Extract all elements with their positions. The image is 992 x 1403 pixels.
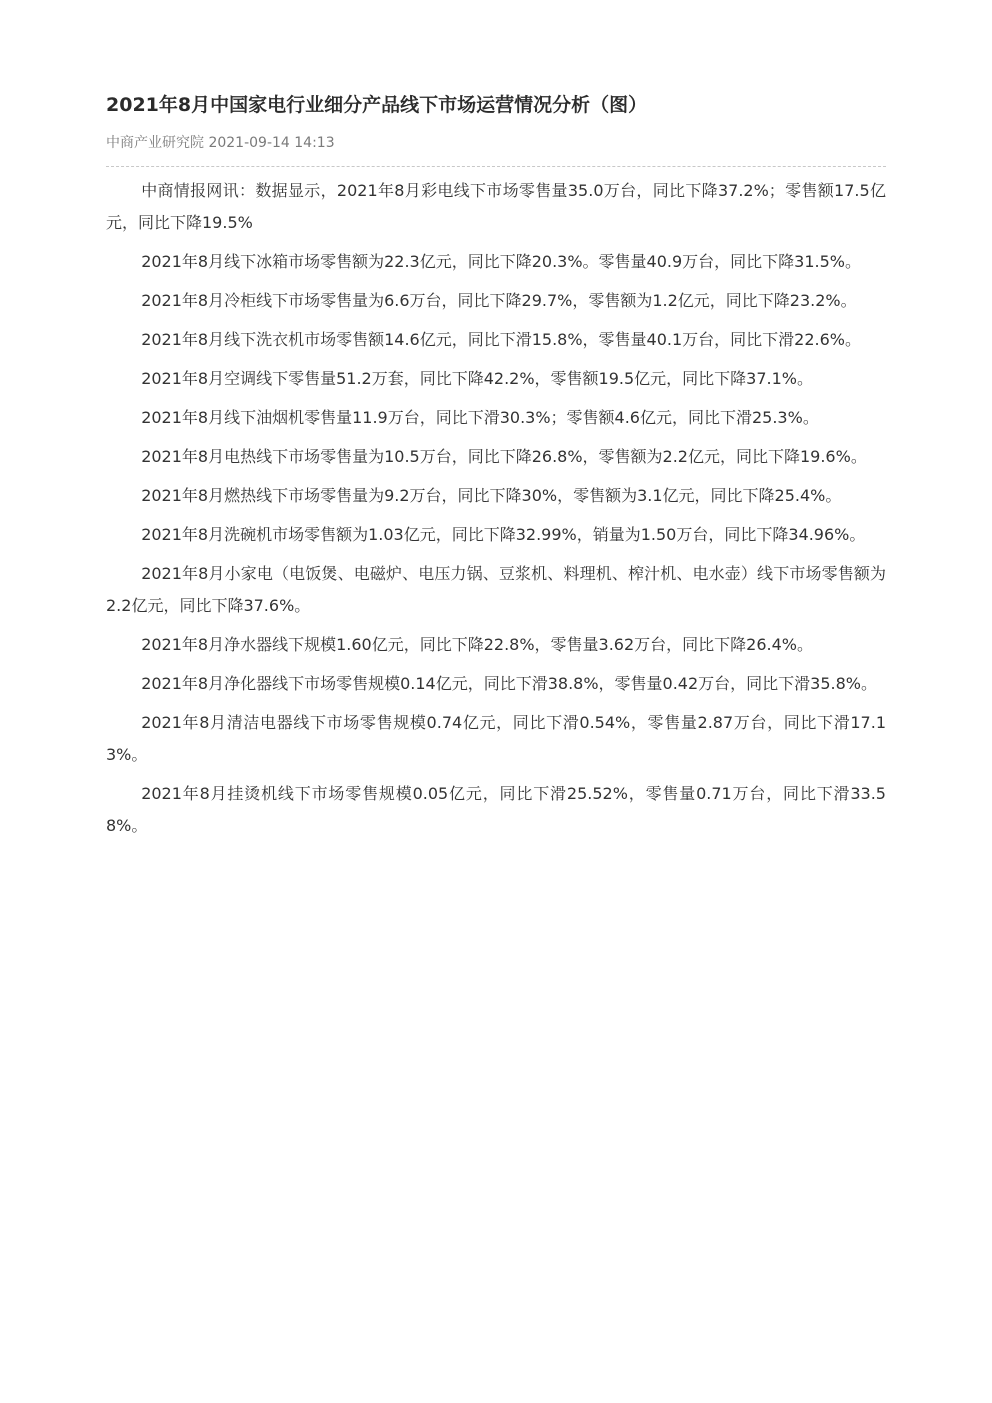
paragraph-gas-water-heater: 2021年8月燃热线下市场零售量为9.2万台，同比下降30%，零售额为3.1亿元，同比下降25.4%。 xyxy=(141,486,842,505)
paragraph-fridge: 2021年8月线下冰箱市场零售额为22.3亿元，同比下降20.3%。零售量40.9万台，同比下降31.5%。 xyxy=(141,252,861,271)
dashed-divider xyxy=(106,166,886,167)
article-source: 中商产业研究院 xyxy=(106,135,204,151)
paragraph-freezer: 2021年8月冷柜线下市场零售量为6.6万台，同比下降29.7%，零售额为1.2亿元，同比下降23.2%。 xyxy=(141,291,857,310)
article-body xyxy=(106,175,886,842)
article-datetime: 2021-09-14 14:13 xyxy=(208,135,335,151)
paragraph-air-purifier: 2021年8月净化器线下市场零售规模0.14亿元，同比下滑38.8%，零售量0.42万台，同比下滑35.8%。 xyxy=(141,674,877,693)
paragraph-garment-steamer: 2021年8月挂烫机线下市场零售规模0.05亿元，同比下滑25.52%，零售量0.71万台，同比下滑33.58%。 xyxy=(106,784,886,835)
paragraph-water-purifier: 2021年8月净水器线下规模1.60亿元，同比下降22.8%，零售量3.62万台，同比下降26.4%。 xyxy=(141,635,813,654)
paragraph-washer: 2021年8月线下洗衣机市场零售额14.6亿元，同比下滑15.8%，零售量40.1万台，同比下滑22.6%。 xyxy=(141,330,861,349)
paragraph-electric-water-heater: 2021年8月电热线下市场零售量为10.5万台，同比下降26.8%，零售额为2.2亿元，同比下降19.6%。 xyxy=(141,447,867,466)
paragraph-range-hood: 2021年8月线下油烟机零售量11.9万台，同比下滑30.3%；零售额4.6亿元，同比下滑25.3%。 xyxy=(141,408,819,427)
paragraph-dishwasher: 2021年8月洗碗机市场零售额为1.03亿元，同比下降32.99%，销量为1.50万台，同比下降34.96%。 xyxy=(141,525,866,544)
article-title: 2021年8月中国家电行业细分产品线下市场运营情况分析（图） xyxy=(106,94,648,116)
article xyxy=(106,88,886,849)
paragraph-tv: 中商情报网讯：数据显示，2021年8月彩电线下市场零售量35.0万台，同比下降37.2%；零售额17.5亿元，同比下降19.5% xyxy=(106,181,886,232)
paragraph-cleaning-appliances: 2021年8月清洁电器线下市场零售规模0.74亿元，同比下滑0.54%，零售量2.87万台，同比下滑17.13%。 xyxy=(106,713,886,764)
article-meta xyxy=(106,133,886,153)
paragraph-air-conditioner: 2021年8月空调线下零售量51.2万套，同比下降42.2%，零售额19.5亿元，同比下降37.1%。 xyxy=(141,369,813,388)
paragraph-small-appliances: 2021年8月小家电（电饭煲、电磁炉、电压力锅、豆浆机、料理机、榨汁机、电水壶）线下市场零售额为2.2亿元，同比下降37.6%。 xyxy=(106,564,886,615)
